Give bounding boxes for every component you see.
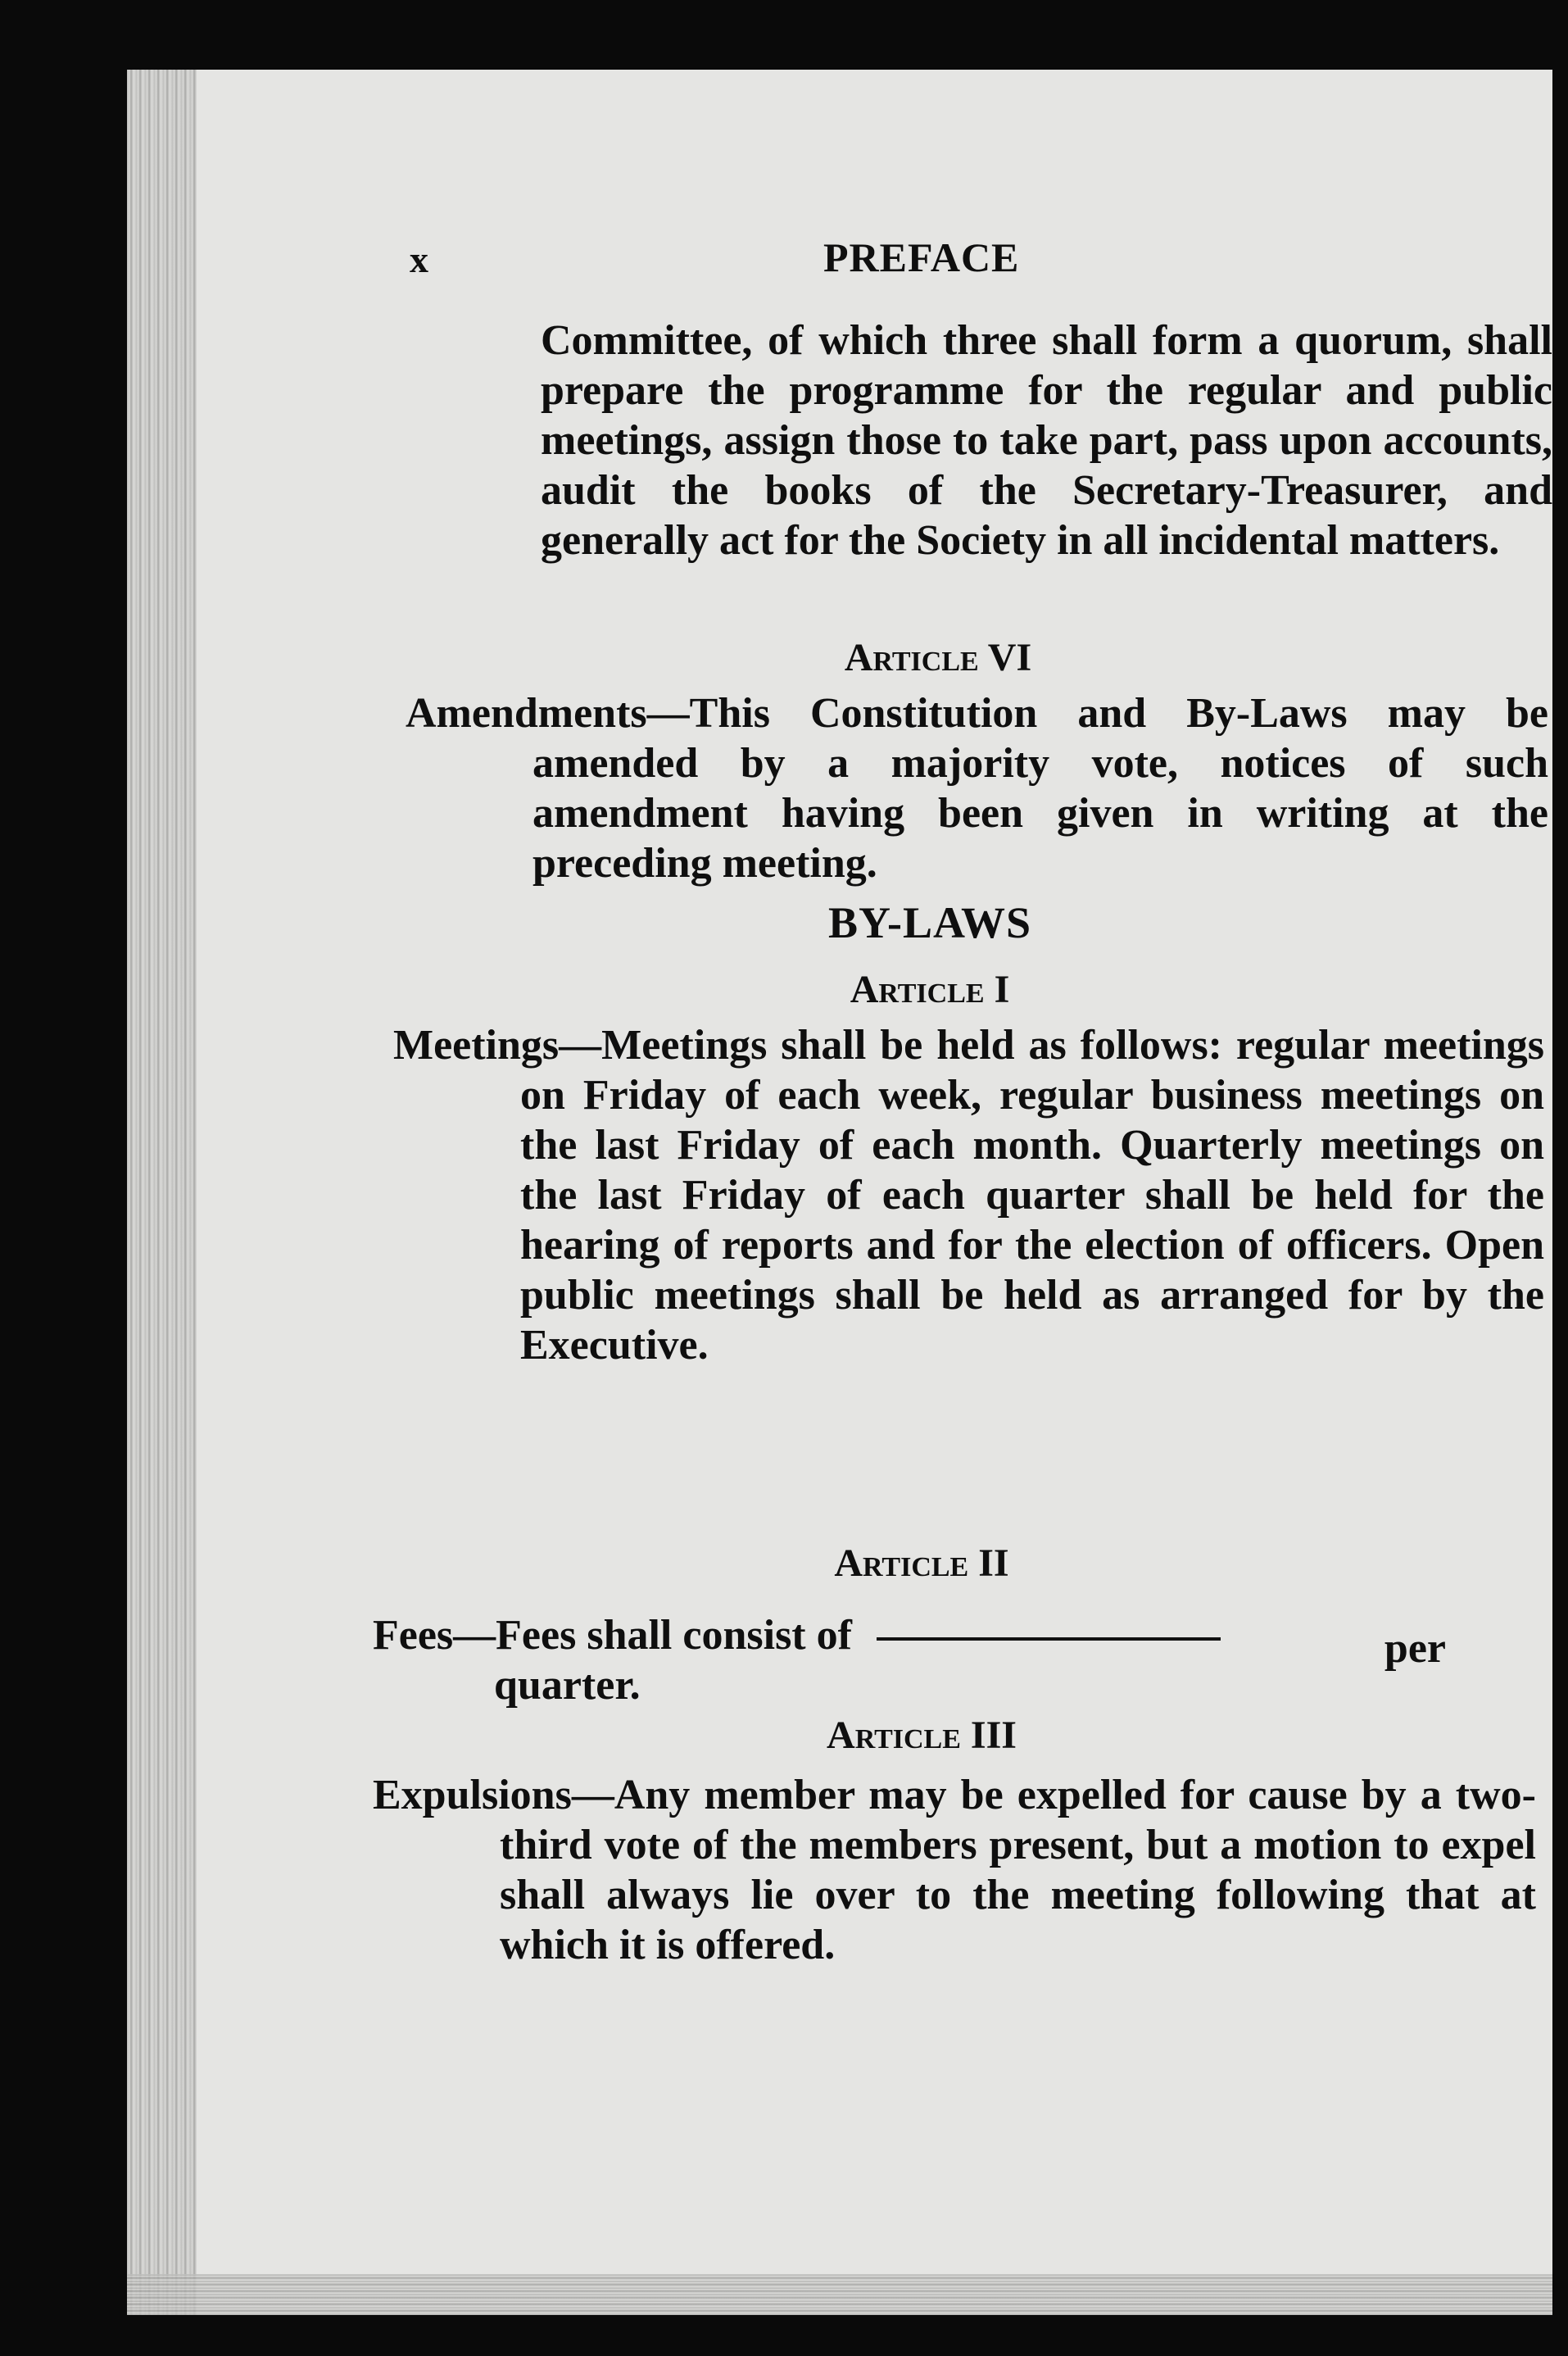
page-text: [127, 70, 1552, 2315]
expulsions-paragraph: [373, 1770, 1536, 1970]
fees-lead: Fees: [373, 1612, 454, 1659]
fees-paragraph: [373, 1610, 1552, 1710]
article-ii-heading: Article II: [834, 1541, 1009, 1585]
article-iii-heading: Article III: [827, 1714, 1017, 1757]
amendments-lead: Amendments: [406, 690, 647, 737]
fees-per: per: [1384, 1625, 1446, 1672]
running-head: PREFACE: [823, 234, 1020, 280]
amendments-paragraph: [406, 688, 1548, 888]
expulsions-lead: Expulsions: [373, 1772, 572, 1818]
fee-amount-blank: [877, 1637, 1221, 1641]
fees-continuation: quarter.: [494, 1662, 641, 1709]
bylaws-heading: BY-LAWS: [827, 898, 1032, 947]
page-number: x: [410, 238, 428, 280]
meetings-text: —Meetings shall be held as follows: regular meetings on Friday of each week, regular business meetings on the last Friday of each month. Quarterly meetings on the last Friday of each quarter shall be held for the hearing of reports and for the election of officers. Open public meetings shall be held as arranged for by the Executive.: [520, 1022, 1544, 1369]
article-vi-heading: Article VI: [844, 636, 1032, 679]
meetings-paragraph: [393, 1020, 1544, 1370]
article-i-heading: Article I: [850, 968, 1010, 1011]
executive-text: Committee, of which three shall form a quorum, shall prepare the programme for the regular and public meetings, assign those to take part, pass upon accounts, audit the books of the Secretary-Treasurer, and generally act for the Society in all incidental matters.: [541, 317, 1552, 564]
fees-text: —Fees shall consist of: [453, 1612, 852, 1659]
amendments-text: —This Constitution and By-Laws may be amended by a majority vote, notices of such amendment having been given in writing at the preceding meeting.: [532, 690, 1548, 887]
meetings-lead: Meetings: [393, 1022, 560, 1069]
expulsions-text: —Any member may be expelled for cause by a two-third vote of the members present, but a motion to expel shall always lie over to the meeting following that at which it is offered.: [500, 1772, 1536, 1968]
book-page: [127, 70, 1552, 2315]
executive-paragraph: [541, 315, 1552, 565]
